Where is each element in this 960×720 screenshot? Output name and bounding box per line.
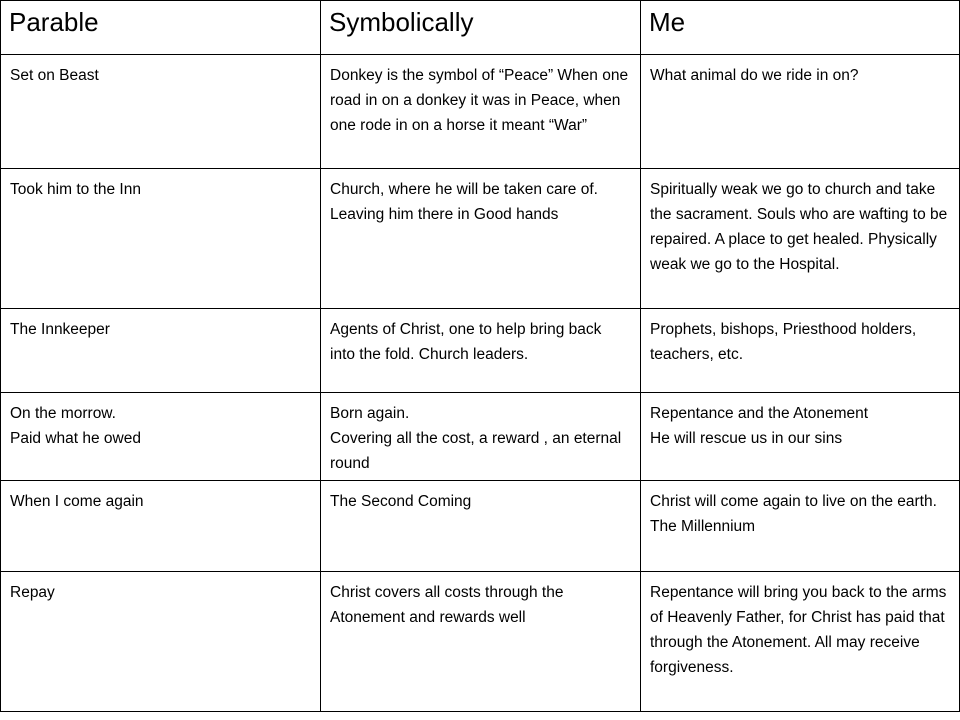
cell-line: Set on Beast <box>10 67 99 84</box>
cell-me <box>641 572 960 712</box>
cell-me <box>641 309 960 393</box>
cell-line: Took him to the Inn <box>10 181 141 198</box>
cell-parable <box>1 572 321 712</box>
cell-symbolically <box>321 393 641 481</box>
cell-line: Repentance and the Atonement <box>650 405 869 422</box>
cell-me <box>641 481 960 572</box>
cell-symbolically <box>321 481 641 572</box>
cell-line: Prophets, bishops, Priesthood holders, teachers, etc. <box>650 321 917 363</box>
cell-parable <box>1 55 321 169</box>
cell-line: When I come again <box>10 493 144 510</box>
cell-line: What animal do we ride in on? <box>650 67 859 84</box>
cell-symbolically <box>321 309 641 393</box>
cell-line: Church, where he will be taken care of. Leaving him there in Good hands <box>330 181 598 223</box>
header-symbolically: Symbolically <box>321 1 641 55</box>
table-row <box>1 309 960 393</box>
cell-line: On the morrow. <box>10 405 116 422</box>
table-row <box>1 393 960 481</box>
cell-me <box>641 55 960 169</box>
table-row <box>1 55 960 169</box>
cell-line: Repay <box>10 584 55 601</box>
cell-line: Agents of Christ, one to help bring back into the fold. Church leaders. <box>330 321 602 363</box>
cell-line: Spiritually weak we go to church and take the sacrament. Souls who are wafting to be repaired. A place to get healed. Physically weak we go to the Hospital. <box>650 181 948 273</box>
cell-parable <box>1 309 321 393</box>
cell-symbolically <box>321 55 641 169</box>
cell-parable <box>1 393 321 481</box>
cell-line: Christ covers all costs through the Atonement and rewards well <box>330 584 564 626</box>
header-me: Me <box>641 1 960 55</box>
header-parable: Parable <box>1 1 321 55</box>
cell-symbolically <box>321 572 641 712</box>
table-row <box>1 572 960 712</box>
header-row <box>1 1 960 55</box>
cell-parable <box>1 169 321 309</box>
cell-line: Born again. <box>330 405 410 422</box>
cell-me <box>641 393 960 481</box>
cell-line: Paid what he owed <box>10 430 141 447</box>
cell-line: Christ will come again to live on the earth. The Millennium <box>650 493 937 535</box>
cell-me <box>641 169 960 309</box>
cell-line: He will rescue us in our sins <box>650 430 843 447</box>
cell-line: Donkey is the symbol of “Peace” When one road in on a donkey it was in Peace, when one rode in on a horse it meant “War” <box>330 67 629 134</box>
table-row <box>1 481 960 572</box>
table-row <box>1 169 960 309</box>
cell-parable <box>1 481 321 572</box>
cell-symbolically <box>321 169 641 309</box>
cell-line: Covering all the cost, a reward , an eternal round <box>330 430 622 472</box>
cell-line: The Second Coming <box>330 493 472 510</box>
cell-line: The Innkeeper <box>10 321 110 338</box>
cell-line: Repentance will bring you back to the arms of Heavenly Father, for Christ has paid that through the Atonement. All may receive forgiveness. <box>650 584 947 676</box>
